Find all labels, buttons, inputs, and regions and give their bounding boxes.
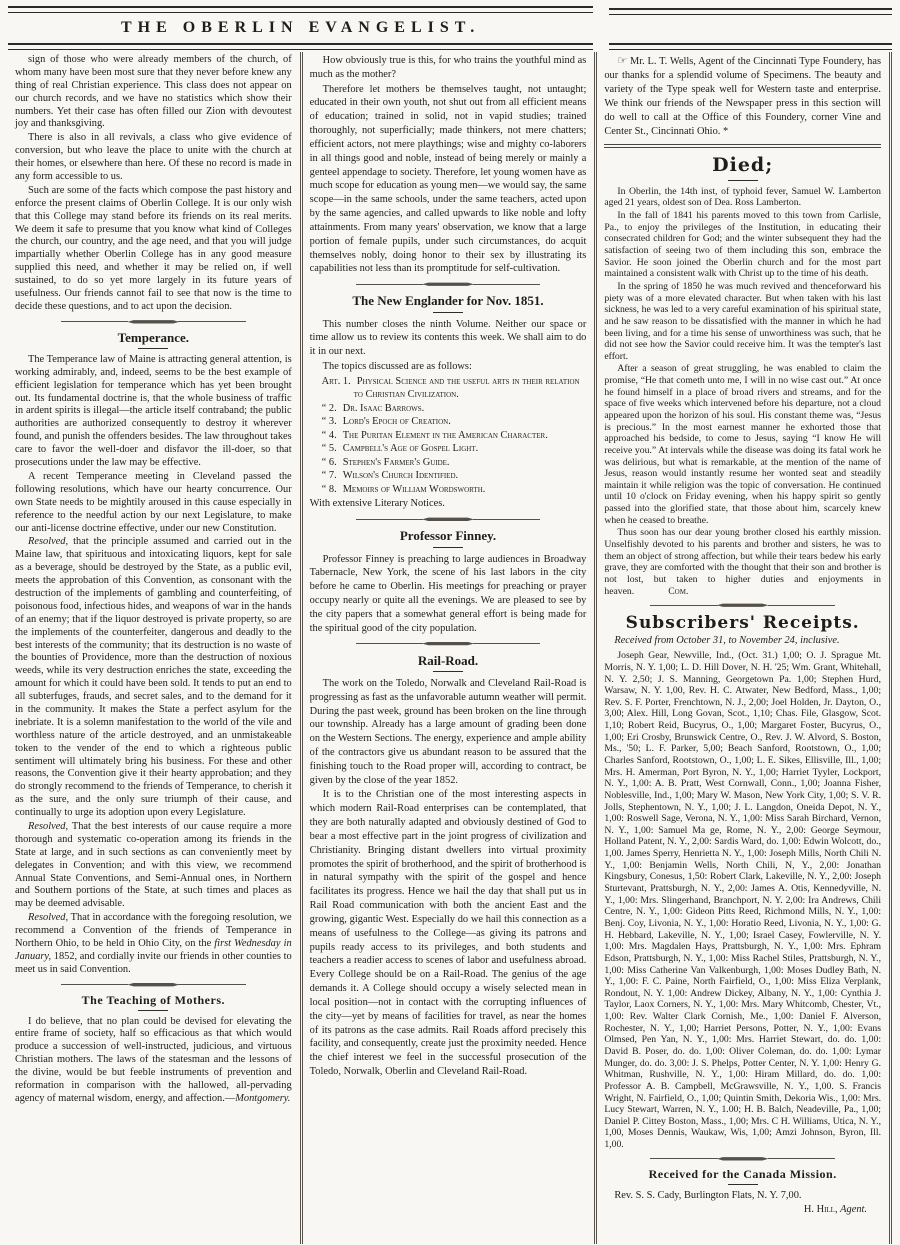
obituary-paragraph-1: In Oberlin, the 14th inst, of typhoid fever, Samuel W. Lamberton aged 21 years, oldest son of Dea. Ross Lamberton. (604, 185, 882, 209)
masthead-left (8, 6, 593, 50)
column-3 (594, 52, 892, 1244)
new-englander-footer: With extensive Literary Notices. (309, 498, 445, 510)
topic-number: “ 5. (321, 443, 337, 455)
resolution-3-date: first Wednesday in January, (15, 938, 292, 962)
topic-number: “ 7. (321, 470, 337, 482)
section-rule (604, 144, 881, 148)
section-divider (356, 642, 541, 646)
receipts-date-range: Received from October 31, to November 24, inclusive. (614, 635, 840, 647)
resolution-2-text: That the best interests of our cause require a more thorough and systematic co-operation among its friends in the State at large, and in such sections as can conveniently meet by delegates in Convention; and with this view, we recommend Annual State Conventions, and Semi-Annual ones, in Northern and Southern portions of the State, at such times and places as may be deemed advisable. (15, 820, 292, 910)
topic-number: “ 8. (321, 483, 337, 495)
receipts-body (604, 650, 881, 1151)
section-divider (650, 1157, 835, 1161)
article-heading-railroad: Rail-Road. (417, 652, 479, 668)
under-rule-right (609, 43, 892, 50)
temperance-paragraph-2: A recent Temperance meeting in Cleveland passed the following resolutions, which have our hearty concurrence. Our own State needs to be mightily aroused in this cause especially in reference to the needful action by our next Legislature, to make our anti-license doctrine effective, under our new Constitution. (15, 470, 292, 534)
heading-rule (728, 180, 758, 181)
topic-item (310, 429, 587, 443)
divider-ornament-icon (422, 282, 474, 286)
section-divider (356, 517, 541, 521)
resolution-3 (15, 912, 292, 976)
divider-ornament-icon (717, 603, 769, 607)
finney-paragraph: Professor Finney is preaching to large audiences in Broadway Tabernacle, New York, the scene of his last labors in the city before he came to Oberlin. His meetings for preaching or prayer occupy nearly or quite all the evenings. We are pleased to see by the city papers that a somewhat general effort is being made for the spiritual good of the city population. (309, 553, 587, 634)
topic-item (310, 456, 587, 470)
section-divider (650, 603, 835, 607)
article-heading-subscribers-receipts: Subscribers' Receipts. (625, 613, 860, 634)
column-1 (8, 52, 300, 1244)
masthead-right (609, 6, 892, 50)
heading-rule (138, 348, 168, 349)
wells-footnote-mark: * (722, 126, 729, 138)
topic-title: Dr. Isaac Barrows. (342, 402, 425, 414)
new-englander-paragraph-1: This number closes the ninth Volume. Neither our space or time allow us to review its contents this week. We shall aim to do it in our next. (309, 318, 587, 358)
topic-title: Lord's Epoch of Creation. (342, 416, 451, 428)
resolution-1-text: that the principle assumed and carried out in the Maine law, that spirituous and intoxicating liquors, kept for sale as a beverage, should be destroyed by the State, as a public evil, meets the approbation of this Convention, as consonant with the destruction of the implements of gambling and counterfeiting, of poisonous food, infectious hides, and weapons of war in the hands of an enemy; that if the liquor destroyed is private property, so are the implements of the counterfeiter, dangerous and deadly to the best interests of the community; that its destruction is no waste of the bounties of Providence, more than the destruction of noxious weeds, while its very destruction enriches the state, exceeding the amount for which it could have been sold. It tends to put an end to all subterfuges, frauds, and secret sales, and to the demand for it in the community. It makes the State a perfect asylum for the inebriate. It is a solemn manifestation to the world of the vile and worthless nature of the article destroyed, and an unmistakeable token to the vender of the end to which a righteous public sentiment will ultimately bring his business. For these and other reasons, the Convention give it their hearty approbation; and they do strongly recommend to the friends of Temperance, to cherish it as the sure, and the only sure triumph of their cause, and continually to urge its adoption upon every Legislature. (15, 536, 292, 819)
column-container (8, 52, 892, 1244)
mothers-continuation-2: Therefore let mothers be themselves taught, not untaught; educated in their own youth, not shut out from all efficient means of education; trained in solid, not in vapid studies; trained thoroughly, not superficially; made thinkers, not mere chatters; efficient actors, not mere playthings; wise and mighty co-laborers in all things good and noble, instead of being merely or mainly a genteel appendage to society. Therefore, let young women have as much scope for education as young men—we would say, the same scope—in the same schools, under the same teachers, acted upon by the same agencies, and called upwards to like noble and lofty attainments. From many years' observation, we know that a large portion of female pupils, under such circumstances, do acquit themselves nobly, doing honor to their sex by illustrating its capabilities not less than its promptitude for self-cultivation. (309, 83, 587, 275)
topic-number: “ 3. (321, 416, 337, 428)
divider-ornament-icon (422, 642, 474, 646)
receipts-list: Joseph Gear, Newville, Ind., (Oct. 31.) 1,00; O. J. Sprague Mt. Morris, N. Y. 1,00; L. D. Hill Dover, N. H. '25; Wm. Grant, Whitehall, N. Y. 2,50; J. S. Manning, Georgetown Pa. 1,00; Stephen Hurd, Warsaw, N. Y. 1,00, Rev. H. C. Atwater, New Bedford, Mass., 1,00; Rev. S. F. Porter, Frenchtown, N. J., 2,00; Joel Holden, Jr. Dayton, O., 3,00; Alex. Hill, Long Govan, Scot., 1,10; Chas. File, Glasgow, Scot. 1,10; Robert Reid, Bucyrus, O., 1,00; Margaret Foster, Bucyrus, O., 1,00; Eri Crosby, Brunswick Centre, O., Rev. J. W. Alvord, S. Boston, Ms., '50; L. F. Parker, 5,00; Beach Sanford, Rootstown, O., 1,00; Charles Sanford, Rootstown, O., 1,00; L. E. Sikes, Ellisville, Ill., 1,00; Mrs. H. Amerman, Port Byron, N. Y., 1,00; Harriet Tyyler, Lockport, N. Y., 1,00: A. B. Pratt, West Cornwall, Conn., 1,00; Joanna Fisher, Noblesville, Ind., 1,00; Mary W. Mason, New York City, 1,00; S. V. R. Jolls, Stephentown, N. Y., 1,00; J. L. Langdon, Oneida Depot, N. Y., 1,00: Roswell Sage, Verona, N. Y., 1,00: Miss Sarah Birchard, Vernon, N. Y., 1,00: Samuel Ma ge, Rome, N. Y., 2,00: George Seymour, Holland Patent, N. Y., 2,00: Sardis Ward, do. 1,00: Edwin Wolcott, do., 1,00. James Sperry, Henrietta N. Y., 1,00: Joseph Mills, North Chili N. Y., 1,00: Benjamin Wells, North Chili, N, Y., 2,00: Jonathan Kingsbury, Conesus, 1,50: Robert Clark, Lakeville, N. Y., 2,00: Joseph Sturtevant, Prattsburgh, N. Y., 2,00: James A. Otis, Kennedyville, N. Y., 1,00: Mrs. Slingerhand, Branchport, N. Y. 2,00: Ira Andrews, Chili Centre, N. Y., 1,00: Gideon Pitts Reed, Richmond Mills, N. Y., 1,00: Benj. Coy, Livonia, N. Y., 1,00: Horatio Reed, Livonia, N. Y., 1,00: G. H. Hebbard, Lakeville, N. Y., 1,00; Israel Casey, Fowlerville, N. Y. 1,00: Mrs. Magdalen Hays, Prattsburgh, N. Y., 1,00: Mrs. Ephram Edson, Prattsburgh, N. Y., 1,00: Miss Rachel Stiles, Prattsburgh, N. Y., 1,00: Miss Catherine Van Valkenburgh, 1,00: Moses Dudley Bath, N. Y., 1,00: F. C. Paine, North Fairfield, O., 1,00: Miss Eliza Verplank, Rondout, N. Y. 1,00: Andrew Dickey, Albany, N. Y., 1,00: Cynthia J. Taylor, Laox Corners, N. Y., 1,00: Mrs. Mary Whitcomb, Chester, Vt., 1,00: Rev. Walter Clark Cornish, Me., 1,00: Daniel F. Alverson, Rochester, N. Y., 1,00; Harriet Persons, Potter, N. Y., 1,00: Evans Olmsed, Pen Yan, N. Y., 1,00: Mrs. Harriet Stewart, do. do. 1,00: David B. Poser, do. do. 1,00: Oliver Coleman, do. do. 1,00: Lymar Munger, do. do. 3,00: J. S. Phelps, Potter Center, N. Y. 1,00: Henry G. Whitman, Rushville, N. Y., 1,00: Hiram Millard, do. do. 1,00: Professor A. B. Campbell, McGrawsville, N. Y., 1,00. S. Francis Wright, N. Fairfield, O., 1,00; Quintin Smith, Dekoria Wis., 1,00: Mrs. Lucy Stewart, Warren, N. Y., 1.00; H. B. Balch, Neadeville, Pa., 1,00; Daniel P. Cittey Boston, Mass., 1,00; Mrs. C H. Williams, Utica, N. Y., 1,00, Moses Dennis, Waukaw, Wis, 1,00; Amzi Johnson, Byron, Ill. 1,00. (604, 650, 882, 1151)
divider-ornament-icon (127, 983, 179, 987)
mothers-paragraph (15, 1016, 292, 1106)
topic-number: “ 2. (321, 402, 337, 414)
heading-rule (138, 1010, 168, 1011)
divider-ornament-icon (717, 1157, 769, 1161)
topic-number: “ 4. (321, 429, 337, 441)
heading-rule (728, 1184, 758, 1185)
section-divider (356, 282, 541, 286)
topic-number: “ 6. (321, 456, 337, 468)
topic-title: Memoirs of William Wordsworth. (342, 483, 486, 495)
canada-mission-line: Rev. S. S. Cady, Burlington Flats, N. Y. 7,00. (614, 1189, 802, 1201)
title-under-rule (8, 43, 593, 50)
resolved-label: Resolved, (28, 912, 69, 924)
mothers-continuation-1: How obviously true is this, for who trains the youthful mind as much as the mother? (309, 55, 587, 80)
resolved-label: Resolved, (28, 820, 69, 832)
obituary-signature: Com. (668, 585, 689, 597)
masthead (8, 6, 892, 50)
paragraph-church-members: sign of those who were already members of the church, of whom many have been most sure that they never before knew any thing of real Christian experience. This class does not appear on our church records, and we have no statistics which show their numbers. Yet their case has often filled our Zion with devoutest joy and thanksgiving. (15, 54, 292, 130)
topic-item (310, 483, 587, 497)
topic-title: The Puritan Element in the American Character. (342, 429, 548, 441)
divider-ornament-icon (127, 320, 179, 324)
article-heading-teaching-of-mothers: The Teaching of Mothers. (81, 992, 225, 1007)
article-heading-professor-finney: Professor Finney. (399, 528, 497, 544)
topic-title: Campbell's Age of Gospel Light. (342, 443, 479, 455)
paragraph-college-claims: Such are some of the facts which compose the past history and enforce the present claims of Oberlin College. It is our only wish that this College may stand before its friends on its real merits. We deem it safe to presume that you know what kind of Colleges the church, our country, and the age need, and that you will judge impartially whether Oberlin College has in any good measure supplied this need, and whether it may be relied on, if well sustained, to do so yet more largely in its future years of usefulness. Our friends cannot fail to see that now is the time to decide these questions, and to act upon the decision. (15, 184, 292, 312)
topic-item (310, 469, 587, 483)
resolution-1 (15, 536, 292, 820)
top-rule-right (609, 8, 892, 15)
topic-item (310, 402, 587, 416)
heading-rule (433, 547, 463, 548)
topic-item (310, 415, 587, 429)
new-englander-paragraph-2: The topics discussed are as follows: (322, 361, 472, 373)
obituary-paragraph-5 (604, 527, 881, 597)
mothers-text: I do believe, that no plan could be devised for elevating the entire frame of society, half so efficacious as that which would produce a succession of well-instructed, judicious, and virtuous Christian mothers. The laws of the statesman and the lessons of the divine, would be but feeble instruments of prevention and reformation in comparison with the hallowed, all-pervading agency of maternal wisdom, energy, and affection.— (15, 1015, 292, 1104)
article-heading-died: Died; (712, 154, 774, 177)
divider-ornament-icon (422, 517, 474, 521)
article-heading-temperance: Temperance. (117, 329, 190, 345)
topic-title: Physical Science and the useful arts in their relation to Christian Civilization. (353, 375, 580, 401)
obituary-paragraph-3: In the spring of 1850 he was much revived and thenceforward his piety was of a more elevated character. But when taken with his last sickness, he was led to a very careful examination of his spiritual state, and he saw reason to be dissatisfied with the manner in which he had been living, and for a time his sense of unworthiness was such, that he did not see how the Savior could receive him. It was the tempter's last effort. (604, 280, 882, 362)
paragraph-revivals: There is also in all revivals, a class who give evidence of conversion, but who leave the place to unite with the church at their homes, or elsewhere than here. Of these no record is made in any form accessible to us. (15, 132, 292, 183)
railroad-paragraph-1: The work on the Toledo, Norwalk and Cleveland Rail-Road is progressing as fast as the unfavorable autumn weather will permit. During the past week, ground has been broken on the line through our township. Already has a large amount of grading been done on the Western Sections. The energy, experience and ample ability of the contractors give us abundant reason to be assured that the finishing touch to the Road proper will, according to contract, be given by the close of the year 1852. (309, 677, 587, 786)
mothers-attribution: Montgomery. (235, 1092, 291, 1104)
article-heading-new-englander: The New Englander for Nov. 1851. (352, 293, 544, 309)
agent-signature-line (604, 1204, 881, 1217)
resolution-2 (15, 821, 292, 911)
resolution-3-text-post: 1852, and cordially invite our friends in other counties to meet us in said Convention. (15, 950, 292, 975)
topic-item (310, 442, 587, 456)
topic-item (310, 375, 587, 402)
heading-rule (433, 671, 463, 672)
topic-title: Stephen's Farmer's Guide. (342, 456, 450, 468)
temperance-paragraph-1: The Temperance law of Maine is attracting general attention, is working admirably, and, indeed, seems to be the best example of efficient legislation for temperance which has yet been brought out. Its fundamental doctrine is, that the whole business of traffic in ardent spirits is illegal—the article itself contraband; the public authorities are authorized consequently to destroy it wherever found, and punish the offenders besides. The law throughout takes care to favor the well-doer and disfavor the ill-doer, so that prosecutions under the law may be effective. (15, 353, 292, 469)
topic-title: Wilson's Church Identified. (342, 470, 459, 482)
article-heading-canada-mission: Received for the Canada Mission. (648, 1166, 837, 1181)
obituary-closing-text: Thus soon has our dear young brother closed his earthly mission. Unselfishly devoted to his parents and brother and sisters, he was to them an object of strong affection, but while their tears bedew his early grave, they are comforted with the thought that their son and brother is not lost, but taken to higher duties and enjoyments in heaven. (604, 527, 882, 597)
wells-notice (604, 54, 881, 139)
obituary-body (604, 186, 881, 597)
wells-text: Mr. L. T. Wells, Agent of the Cincinnati Type Foundery, has our thanks for a splendid volume of Specimens. The beauty and variety of the Type speak well for Western taste and enterprise. We think our friends of the Newspaper press in this section will do well to call at the Office of this Foundery, corner Vine and Center St., Cincinnati Ohio. (604, 56, 882, 138)
resolution-3-text-pre: That in accordance with the foregoing resolution, we recommend a Convention of the friends of Temperance in Northern Ohio, to be held in Ohio City, on the (15, 912, 292, 949)
heading-rule (433, 312, 463, 313)
resolved-label: Resolved, (28, 536, 69, 548)
agent-name: H. Hill, (803, 1203, 838, 1215)
obituary-paragraph-2: In the fall of 1841 his parents moved to this town from Carlisle, Pa., to enjoy the privileges of the Institution, in educating their consecrated children for God; and the winter subsequent they had the satisfaction of seeing two of them including this son, embrace the Savior. He soon joined the Oberlin church and for the most part maintained a consistent walk with Christ up to the time of his death. (604, 210, 882, 280)
obituary-paragraph-4: After a season of great struggling, he was enabled to claim the promise, “He that cometh unto me, I will in no wise cast out.” At once he found himself in a place of broad rivers and streams, and for the space of five weeks which intervened before his departure, not a cloud appeared upon the horizon of his soul. His constant theme was, “Jesus is precious.” In the most earnest manner he exhorted those that approached his bedside, to come to Jesus, saying “I know He will receive you.” At intervals while the disease was doing its fatal work he was delirious, but what is remarkable, at the mention of the name of Jesus, reason would instantly resume her wonted seat and steadily maintain it while religion was the topic of conversation. He continued until 10 o'clock on Friday evening, when his happy spirit so gently passed into the glorified state, that those about him, scarcely knew when he ceased to breathe. (604, 363, 882, 526)
top-rule (8, 6, 593, 13)
agent-title: Agent. (840, 1203, 868, 1215)
section-divider (61, 320, 246, 324)
column-2 (300, 52, 595, 1244)
pointing-hand-icon: ☞ (617, 54, 628, 67)
topics-list (310, 375, 587, 497)
section-divider (61, 983, 246, 987)
topic-number: Art. 1. (321, 375, 351, 387)
railroad-paragraph-2: It is to the Christian one of the most interesting aspects in which modern Rail-Road enterprises can be contemplated, that they are both naturally adapted and obviously destined of God to bear a most effective part in the joint progress of civilization and Christianity. Bringing distant dwellers into virtual proximity promotes the spirit of brotherhood, and the spirit of brotherhood is in natural sympathy with the spirit of the gospel and hence facilitates its progress. Hence we hail the day that shall put us in Rail Road communication with both the ancient East and the growing, gigantic West. Especially do we hail this connection as a means of usefulness to the College—as giving its patrons and pupils ready access to its privileges, and both students and teachers a readier access to scenes of labor and usefulness abroad. Every College should be on a Rail-Road. The genius of the age demands it. A College should occupy a wisely selected mean in local position—not in contact with the corrupting influences of the city—yet by means of facilities for travel, as near the homes of its patrons as the case admits. Rail Roads afford precisely this facility, and consequently, create just the proximity needed. Hence the chief interest we feel in the successful prosecution of the Toledo, Norwalk, Oberlin and Cleveland Rail-Road. (309, 789, 587, 1078)
newspaper-title: THE OBERLIN EVANGELIST. (121, 19, 481, 36)
